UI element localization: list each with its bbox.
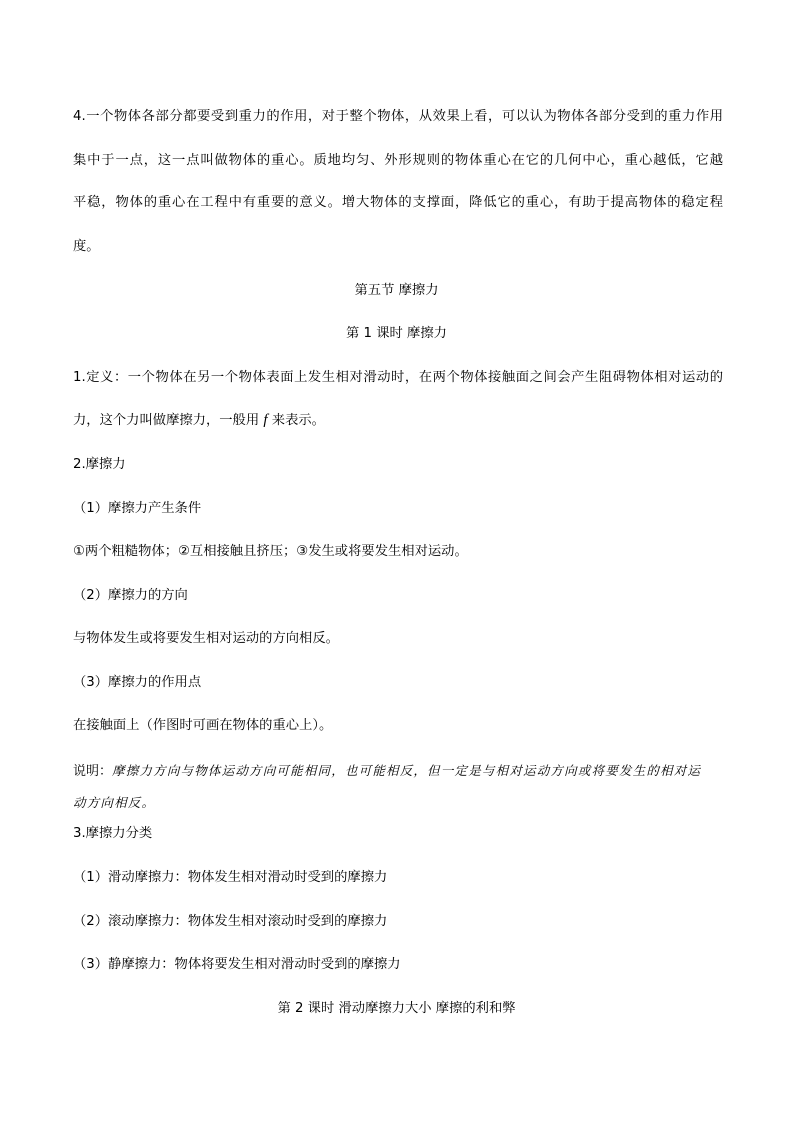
note-line2: 动方向相反。 [73,795,156,810]
item2-sub1-heading: （1）摩擦力产生条件 [73,501,202,516]
item2-sub3-body: 在接触面上（作图时可画在物体的重心上）。 [73,718,333,733]
item2-sub3-heading: （3）摩擦力的作用点 [73,675,202,690]
lesson1-title: 第 1 课时 摩擦力 [346,326,447,341]
friction-symbol: f [263,412,268,428]
note-label: 说明： [73,764,113,779]
lesson2-title: 第 2 课时 滑动摩擦力大小 摩擦的利和弊 [277,1001,516,1016]
definition-line1: 1.定义：一个物体在另一个物体表面上发生相对滑动时，在两个物体接触面之间会产生阻碍物体相对运动的 [73,370,723,385]
item2-heading: 2.摩擦力 [73,457,126,472]
item3-heading: 3.摩擦力分类 [73,826,153,841]
para4-line2: 集中于一点，这一点叫做物体的重心。质地均匀、外形规则的物体重心在它的几何中心，重心越低，它越 [73,153,723,168]
para4-line3: 平稳，物体的重心在工程中有重要的意义。增大物体的支撑面，降低它的重心，有助于提高物体的稳定程 [73,195,723,210]
note-text-line1: 摩擦力方向与物体运动方向可能相同，也可能相反，但一定是与相对运动方向或将要发生的相对运 [112,763,702,778]
item2-sub2-heading: （2）摩擦力的方向 [73,588,188,603]
item3-type3: （3）静摩擦力：物体将要发生相对滑动时受到的摩擦力 [73,957,401,972]
definition-line2-post: 来表示。 [267,413,325,428]
item3-type1: （1）滑动摩擦力：物体发生相对滑动时受到的摩擦力 [73,870,388,885]
para4-line4: 度。 [73,239,100,254]
item3-type2: （2）滚动摩擦力：物体发生相对滚动时受到的摩擦力 [73,914,388,929]
item2-sub2-body: 与物体发生或将要发生相对运动的方向相反。 [73,631,339,646]
note-line1 [73,762,725,781]
definition-line2-pre: 力，这个力叫做摩擦力，一般用 [73,413,264,428]
para4-line1: 4.一个物体各部分都要受到重力的作用，对于整个物体，从效果上看，可以认为物体各部分受到的重力作用 [73,109,723,124]
item2-sub1-body: ①两个粗糙物体；②互相接触且挤压；③发生或将要发生相对运动。 [73,544,468,559]
section-title: 第五节 摩擦力 [354,283,439,298]
definition-line2 [73,411,723,430]
